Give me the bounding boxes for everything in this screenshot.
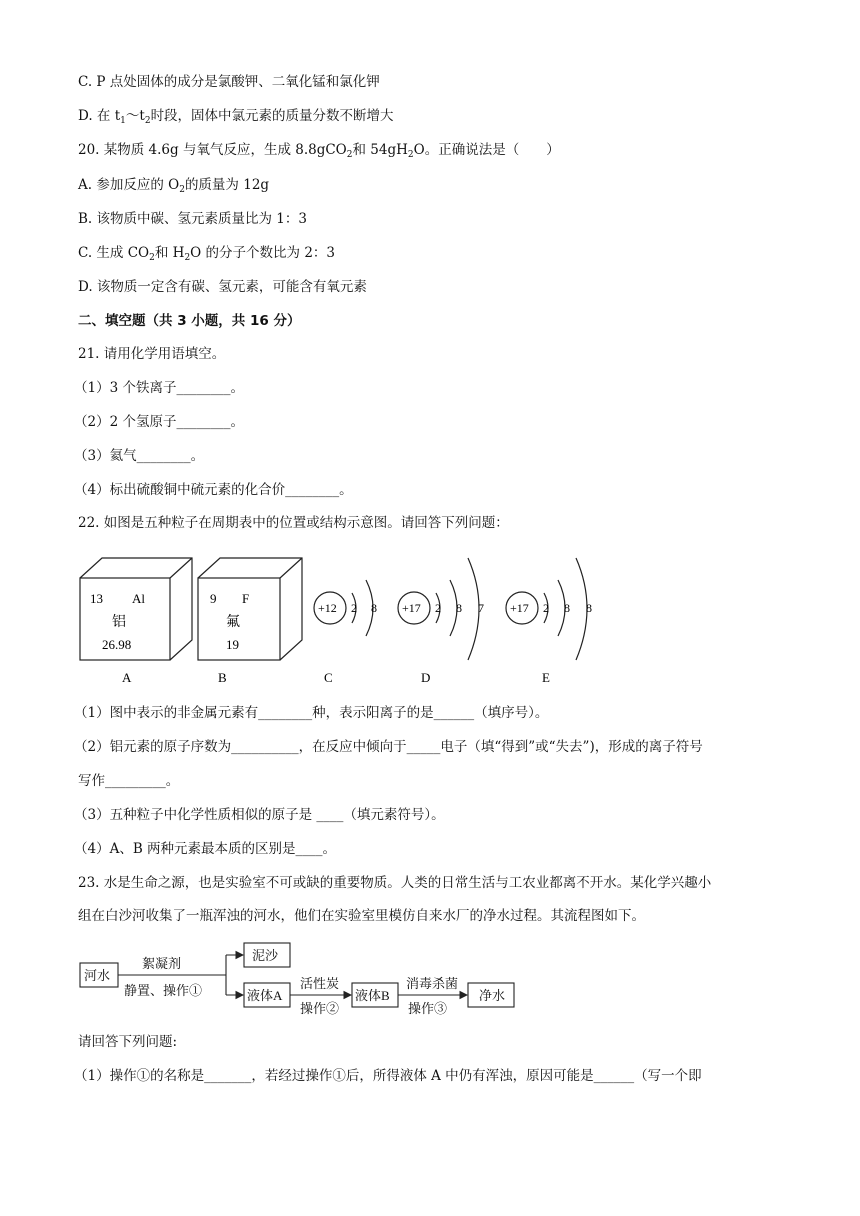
q23-stem: 23. 水是生命之源，也是实验室不可或缺的重要物质。人类的日常生活与工农业都离不开水。某化学兴趣小 [78,875,712,891]
figure-label-d: D [421,670,431,685]
flow-step1-bottom: 静置、操作① [124,983,203,998]
cube-a-name: 铝 [112,615,126,630]
q23-flowchart [78,940,518,1030]
q19-option-d: D. 在 $t_1\sim t_2$时段，固体中氯元素的质量分数不断增大 [78,108,394,126]
q23-stem-cont: 组在白沙河收集了一瓶浑浊的河水，他们在实验室里模仿自来水厂的净水过程。其流程图如下。 [78,908,645,924]
q20-option-d: D. 该物质一定含有碳、氢元素，可能含有氧元素 [78,279,367,295]
q21-part-2: （2）2 个氢原子________。 [74,414,244,430]
flow-step2-top: 活性炭 [300,976,340,991]
flow-step1-top: 絮凝剂 [142,956,182,971]
cube-b-symbol: F [242,591,250,606]
flow-step3-top: 消毒杀菌 [406,976,459,991]
q22-figure [70,548,630,688]
q22-part-4: （4）A、B 两种元素最本质的区别是____。 [74,841,337,857]
q20-option-c: C. 生成 $CO_2$和 $H_2O$ 的分子个数比为 2：3 [78,245,335,263]
atom-d-shell-2: 8 [456,601,462,615]
q22-stem: 22. 如图是五种粒子在周期表中的位置或结构示意图。请回答下列问题： [78,515,509,531]
figure-label-c: C [324,670,333,685]
q22-part-1: （1）图中表示的非金属元素有________种，表示阳离子的是______（填序号）。 [74,705,549,721]
q20-stem: 20. 某物质 4.6g 与氧气反应，生成 8.8gCO$_2$和 $54gH_2O$。正确说法是（ ） [78,142,560,160]
flow-sand-label: 泥沙 [252,948,279,963]
atom-d-shell-3: 7 [478,601,484,615]
cube-a-mass: 26.98 [102,637,132,652]
atom-d-nucleus: +17 [402,601,421,615]
flow-liquid-b-label: 液体B [355,988,390,1003]
q21-part-4: （4）标出硫酸铜中硫元素的化合价________。 [74,482,353,498]
section-heading: 二、填空题（共 3 小题，共 16 分） [78,313,301,329]
cube-b-name: 氟 [226,615,240,630]
figure-label-e: E [542,670,550,685]
atom-e-shell-1: 2 [543,601,549,615]
q23-prompt: 请回答下列问题: [78,1034,178,1050]
atom-e-shell-3: 8 [586,601,592,615]
q21-part-1: （1）3 个铁离子________。 [74,380,244,396]
q21-stem: 21. 请用化学用语填空。 [78,346,226,362]
atom-e-nucleus: +17 [510,601,529,615]
flow-liquid-a-label: 液体A [247,988,283,1003]
flow-step3-bottom: 操作③ [408,1001,448,1016]
q20-option-b: B. 该物质中碳、氢元素质量比为 1：3 [78,211,307,227]
atom-d-shell-1: 2 [435,601,441,615]
atom-e-shell-2: 8 [564,601,570,615]
flow-clean-label: 净水 [479,988,506,1003]
q22-part-3: （3）五种粒子中化学性质相似的原子是 ____（填元素符号）。 [74,807,445,823]
q19-option-c: C. P 点处固体的成分是氯酸钾、二氧化锰和氯化钾 [78,74,380,90]
q20-option-a: A. 参加反应的 $O_2$的质量为 12g [78,177,270,195]
cube-b-number: 9 [210,591,217,606]
cube-b-mass: 19 [226,637,239,652]
flow-river-label: 河水 [84,968,111,983]
q21-part-3: （3）氦气________。 [74,448,205,464]
q22-part-2: （2）铝元素的原子序数为__________，在反应中倾向于_____电子（填“得到”或“失去”)，形成的离子符号 [74,739,703,755]
q23-part-1: （1）操作①的名称是_______，若经过操作①后，所得液体 A 中仍有浑浊，原因可能是______（写一个即 [74,1068,702,1084]
q22-part-2-cont: 写作_________。 [78,773,180,789]
element-cube-al [80,558,192,660]
element-cube-f [198,558,302,660]
flow-step2-bottom: 操作② [300,1001,340,1016]
atom-c-shell-2: 8 [371,601,377,615]
figure-label-a: A [122,670,132,685]
atom-c-nucleus: +12 [318,601,337,615]
cube-a-number: 13 [90,591,103,606]
figure-label-b: B [218,670,227,685]
atom-c-shell-1: 2 [351,601,357,615]
cube-a-symbol: Al [132,591,145,606]
